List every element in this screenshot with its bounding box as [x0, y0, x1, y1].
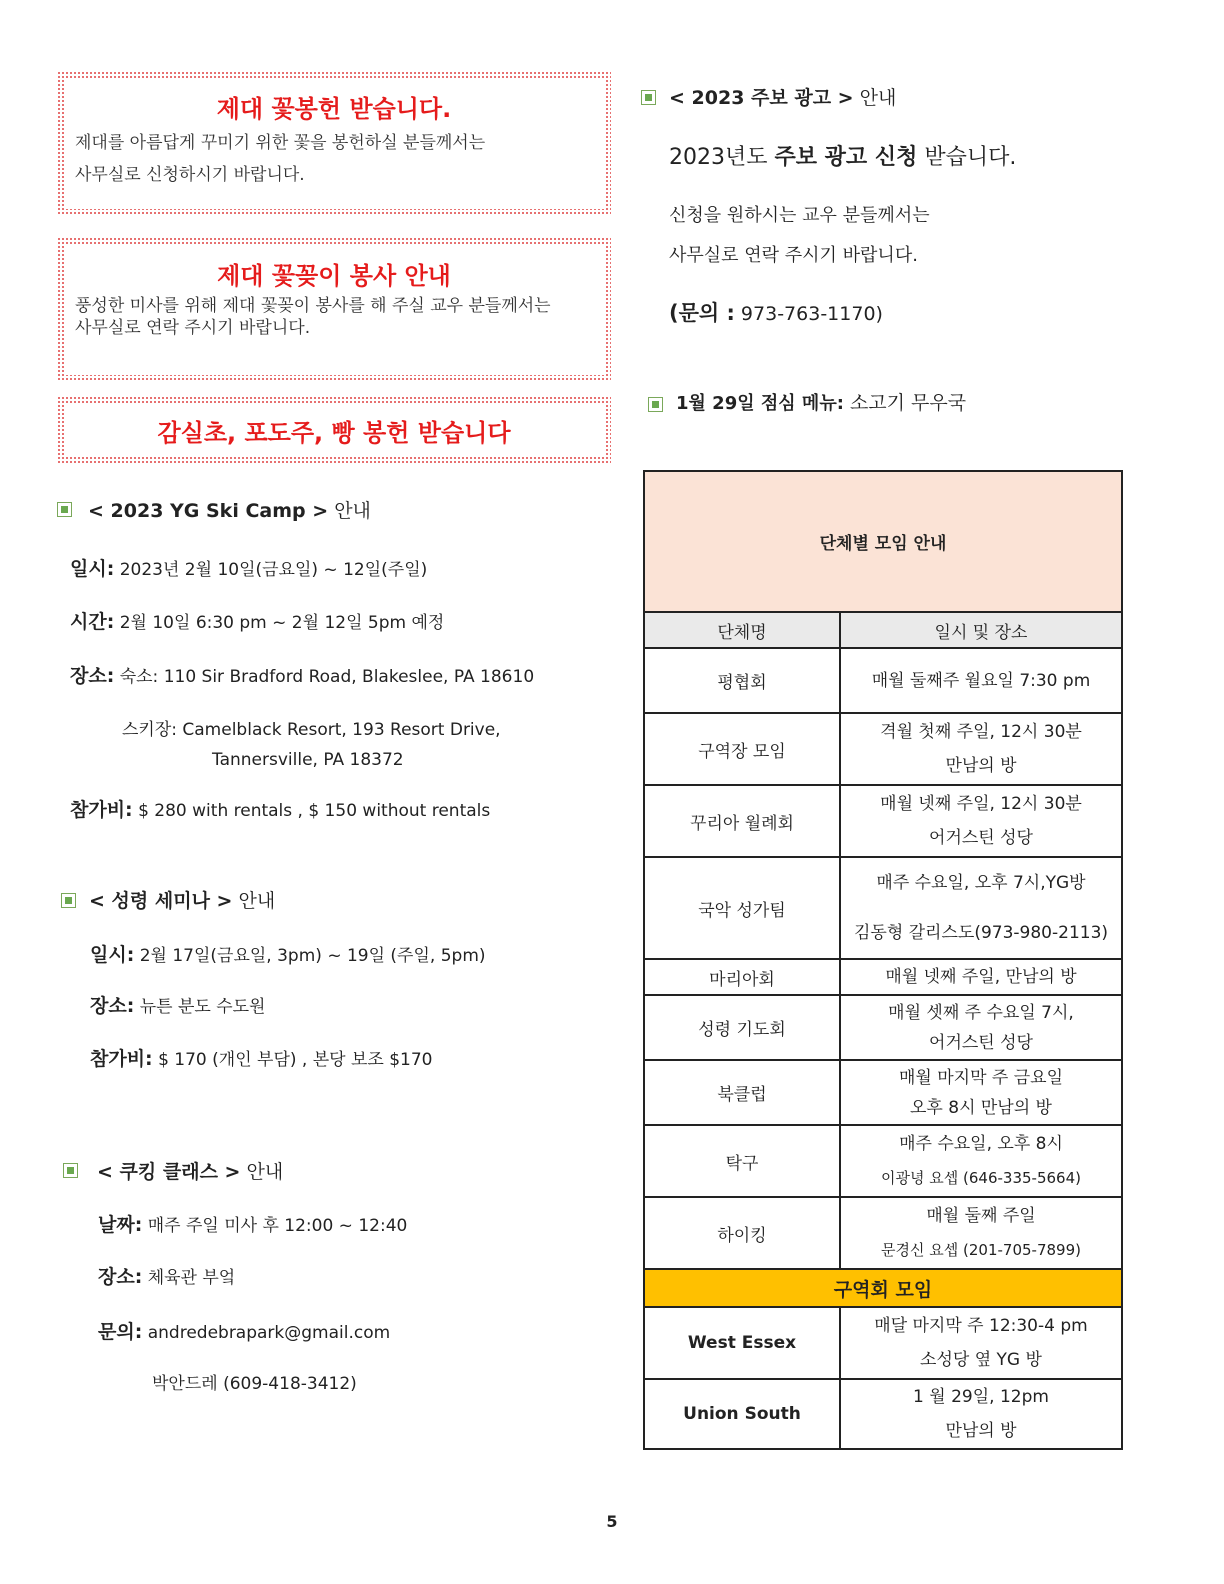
seminar-title: < 성령 세미나 > 안내 [89, 890, 276, 912]
cooking-contact: 문의: andredebrapark@gmail.com [98, 1321, 391, 1343]
table-row [644, 1307, 1122, 1379]
notice-title: 제대 꽃꽂이 봉사 안내 [217, 262, 451, 290]
group-name: 국악 성가팀 [644, 857, 840, 959]
ad-title: < 2023 주보 광고 > 안내 [669, 87, 897, 109]
group-info: 매주 수요일, 오후 8시 이광녕 요셉 (646-335-5664) [840, 1125, 1122, 1197]
notice-text: 사무실로 신청하시기 바랍니다. [75, 165, 305, 185]
seminar-place: 장소: 뉴튼 분도 수도원 [90, 995, 266, 1017]
group-info: 매주 수요일, 오후 7시,YG방 김동형 갈리스도(973-980-2113) [840, 857, 1122, 959]
group-name: 구역장 모임 [644, 713, 840, 785]
group-info: 1 월 29일, 12pm 만남의 방 [840, 1379, 1122, 1449]
groups-table [643, 470, 1123, 1450]
ski-resort-line: Tannersville, PA 18372 [212, 750, 404, 770]
group-name: 북클럽 [644, 1060, 840, 1125]
table-row [644, 648, 1122, 713]
group-info: 격월 첫째 주일, 12시 30분 만남의 방 [840, 713, 1122, 785]
flower-offering-notice [57, 71, 611, 216]
lunch-menu: 1월 29일 점심 메뉴: 소고기 무우국 [676, 392, 967, 414]
table-caption: 단체별 모임 안내 [644, 471, 1122, 612]
column-header: 단체명 [644, 612, 840, 648]
ski-resort-line: 스키장: Camelblack Resort, 193 Resort Drive, [122, 720, 501, 740]
group-name: West Essex [644, 1307, 840, 1379]
group-name: 마리아회 [644, 959, 840, 995]
column-header: 일시 및 장소 [840, 612, 1122, 648]
ski-camp-date: 일시: 2023년 2월 10일(금요일) ~ 12일(주일) [70, 558, 428, 580]
group-info: 매월 넷째 주일, 12시 30분 어거스틴 성당 [840, 785, 1122, 857]
group-info: 매달 마지막 주 12:30-4 pm 소성당 옆 YG 방 [840, 1307, 1122, 1379]
cooking-title: < 쿠킹 클래스 > 안내 [97, 1161, 284, 1183]
group-info: 매월 셋째 주 수요일 7시, 어거스틴 성당 [840, 995, 1122, 1060]
page-number: 5 [606, 1512, 618, 1531]
notice-text: 풍성한 미사를 위해 제대 꽃꽂이 봉사를 해 주실 교우 분들께서는 [75, 296, 551, 316]
bullet-icon [61, 893, 76, 908]
group-name: 성령 기도회 [644, 995, 840, 1060]
table-row [644, 1197, 1122, 1269]
bullet-icon [648, 397, 663, 412]
group-name: 꾸리아 월례회 [644, 785, 840, 857]
table-row [644, 1379, 1122, 1449]
table-row [644, 1060, 1122, 1125]
notice-title: 제대 꽃봉헌 받습니다. [216, 95, 452, 123]
table-row [644, 857, 1122, 959]
table-row [644, 995, 1122, 1060]
flower-service-notice [57, 237, 611, 382]
cooking-place: 장소: 체육관 부엌 [98, 1266, 236, 1288]
bullet-icon [641, 90, 656, 105]
table-row [644, 785, 1122, 857]
offerings-notice [57, 396, 611, 463]
table-row [644, 713, 1122, 785]
ad-line3: 사무실로 연락 주시기 바랍니다. [669, 245, 918, 266]
group-name: 평협회 [644, 648, 840, 713]
group-name: 탁구 [644, 1125, 840, 1197]
bullet-icon [63, 1163, 78, 1178]
bullet-icon [57, 502, 72, 517]
ad-line2: 신청을 원하시는 교우 분들께서는 [669, 205, 930, 226]
notice-text: 제대를 아름답게 꾸미기 위한 꽃을 봉헌하실 분들께서는 [75, 133, 486, 153]
seminar-date: 일시: 2월 17일(금요일, 3pm) ~ 19일 (주일, 5pm) [90, 944, 486, 966]
ad-line1: 2023년도 주보 광고 신청 받습니다. [669, 145, 1017, 170]
ad-contact: (문의 : 973-763-1170) [669, 301, 883, 325]
group-info: 매월 둘째주 월요일 7:30 pm [840, 648, 1122, 713]
group-info: 매월 둘째 주일 문경신 요셉 (201-705-7899) [840, 1197, 1122, 1269]
notice-text: 사무실로 연락 주시기 바랍니다. [75, 318, 311, 338]
notice-title: 감실초, 포도주, 빵 봉헌 받습니다 [157, 419, 511, 447]
group-name: 하이킹 [644, 1197, 840, 1269]
group-name: Union South [644, 1379, 840, 1449]
group-info: 매월 넷째 주일, 만남의 방 [840, 959, 1122, 995]
ski-camp-place: 장소: 숙소: 110 Sir Bradford Road, Blakeslee, PA 18610 [70, 665, 535, 687]
cooking-date: 날짜: 매주 주일 미사 후 12:00 ~ 12:40 [98, 1214, 408, 1236]
table-row [644, 959, 1122, 995]
seminar-fee: 참가비: $ 170 (개인 부담) , 본당 보조 $170 [90, 1048, 433, 1070]
group-info: 매월 마지막 주 금요일 오후 8시 만남의 방 [840, 1060, 1122, 1125]
district-header: 구역회 모임 [644, 1269, 1122, 1307]
ski-camp-title: < 2023 YG Ski Camp > 안내 [88, 500, 371, 522]
table-row [644, 1125, 1122, 1197]
ski-camp-fee: 참가비: $ 280 with rentals , $ 150 without rentals [70, 799, 491, 821]
cooking-contact-name: 박안드레 (609-418-3412) [152, 1374, 357, 1394]
ski-camp-time: 시간: 2월 10일 6:30 pm ~ 2월 12일 5pm 예정 [70, 611, 445, 633]
